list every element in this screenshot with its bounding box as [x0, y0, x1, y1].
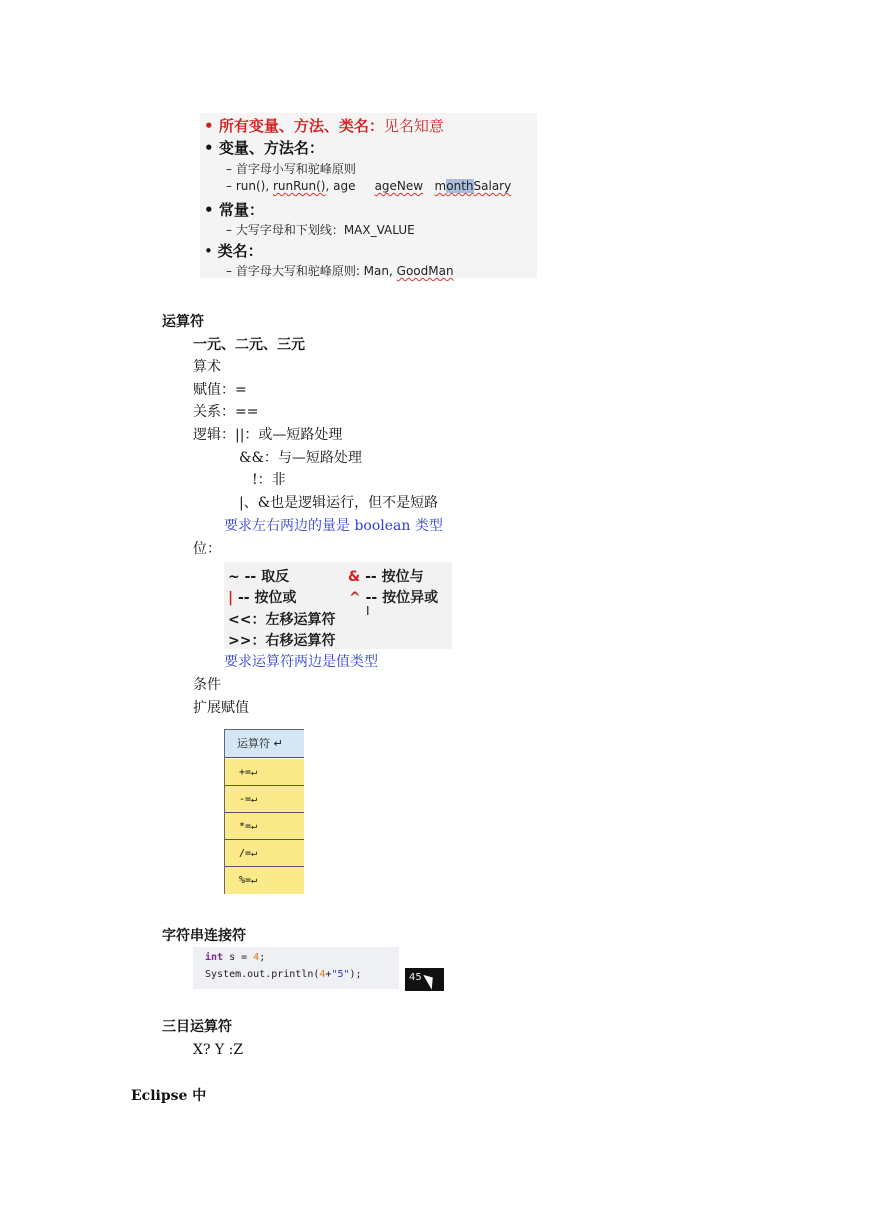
sub-examples: – run(), runRun(), age ageNew monthSalary — [226, 179, 512, 193]
table-row: /=↵ — [225, 840, 304, 867]
output-text: 45 — [409, 972, 422, 983]
bullet-dot: • — [204, 117, 214, 135]
bit-line: 位： — [193, 541, 221, 557]
bit-xor: ^ -- 按位异或 — [349, 590, 439, 606]
bullet-all-names — [204, 115, 444, 136]
bullet1-text: 所有变量、方法、类名： — [218, 117, 384, 135]
bullet4-text: 类名： — [217, 242, 263, 260]
bullet-var-method: • 变量、方法名： — [204, 139, 324, 157]
code-snippet-image — [193, 947, 399, 989]
relation-line: 关系：== — [193, 404, 259, 420]
table-row: +=↵ — [225, 759, 304, 786]
bullet3-text: 常量： — [218, 201, 264, 219]
table-row: %=↵ — [225, 867, 304, 894]
assign-line: 赋值：= — [193, 382, 247, 398]
bit-operators-image — [224, 562, 452, 649]
mouse-pointer-icon — [423, 971, 438, 989]
sub-class-rule: – 首字母大写和驼峰原则: Man, GoodMan — [226, 264, 454, 278]
ternary-heading: 三目运算符 — [162, 1019, 232, 1035]
eclipse-heading: Eclipse 中 — [131, 1088, 207, 1104]
console-output-image — [405, 968, 444, 991]
bit-left-shift: <<：左移运算符 — [228, 612, 336, 628]
ternary-expr: X? Y :Z — [193, 1042, 244, 1058]
code-line-1: int s = 4; — [205, 952, 266, 963]
bit-or: | -- 按位或 — [228, 590, 297, 606]
ext-assign-line: 扩展赋值 — [193, 700, 249, 716]
logic-and-line: &&：与—短路处理 — [239, 450, 362, 466]
arith-line: 算术 — [193, 359, 221, 375]
logic-note-line: |、&也是逻辑运行，但不是短路 — [239, 495, 439, 511]
bullet2-text: 变量、方法名： — [218, 139, 324, 157]
bullet-constants: • 常量： — [204, 201, 264, 219]
bit-requirement: 要求运算符两边是值类型 — [224, 654, 378, 670]
bullet-class-names: • 类名： — [204, 242, 263, 260]
code-line-2: System.out.println(4+"5"); — [205, 969, 362, 980]
logic-or-line: 逻辑：||：或—短路处理 — [193, 427, 343, 443]
logic-not-line: !：非 — [252, 472, 286, 488]
condition-line: 条件 — [193, 677, 221, 693]
text-cursor-icon: I — [366, 604, 370, 618]
logic-requirement: 要求左右两边的量是 boolean 类型 — [224, 518, 443, 534]
table-row: -=↵ — [225, 786, 304, 813]
bit-not: ~ -- 取反 — [228, 569, 290, 585]
sub-lowercase-camel: – 首字母小写和驼峰原则 — [226, 162, 356, 176]
bit-and: & -- 按位与 — [348, 569, 424, 585]
table-header: 运算符 ↵ — [225, 730, 304, 758]
sub-constants-rule: – 大写字母和下划线：MAX_VALUE — [226, 223, 415, 237]
operators-heading: 运算符 — [162, 314, 204, 330]
naming-rules-image — [200, 113, 537, 278]
bullet1-tail: 见名知意 — [383, 117, 444, 135]
bit-right-shift: >>：右移运算符 — [228, 633, 336, 649]
table-row: *=↵ — [225, 813, 304, 840]
ext-assign-table — [224, 729, 304, 894]
arity-line: 一元、二元、三元 — [193, 337, 305, 353]
concat-heading: 字符串连接符 — [162, 928, 246, 944]
